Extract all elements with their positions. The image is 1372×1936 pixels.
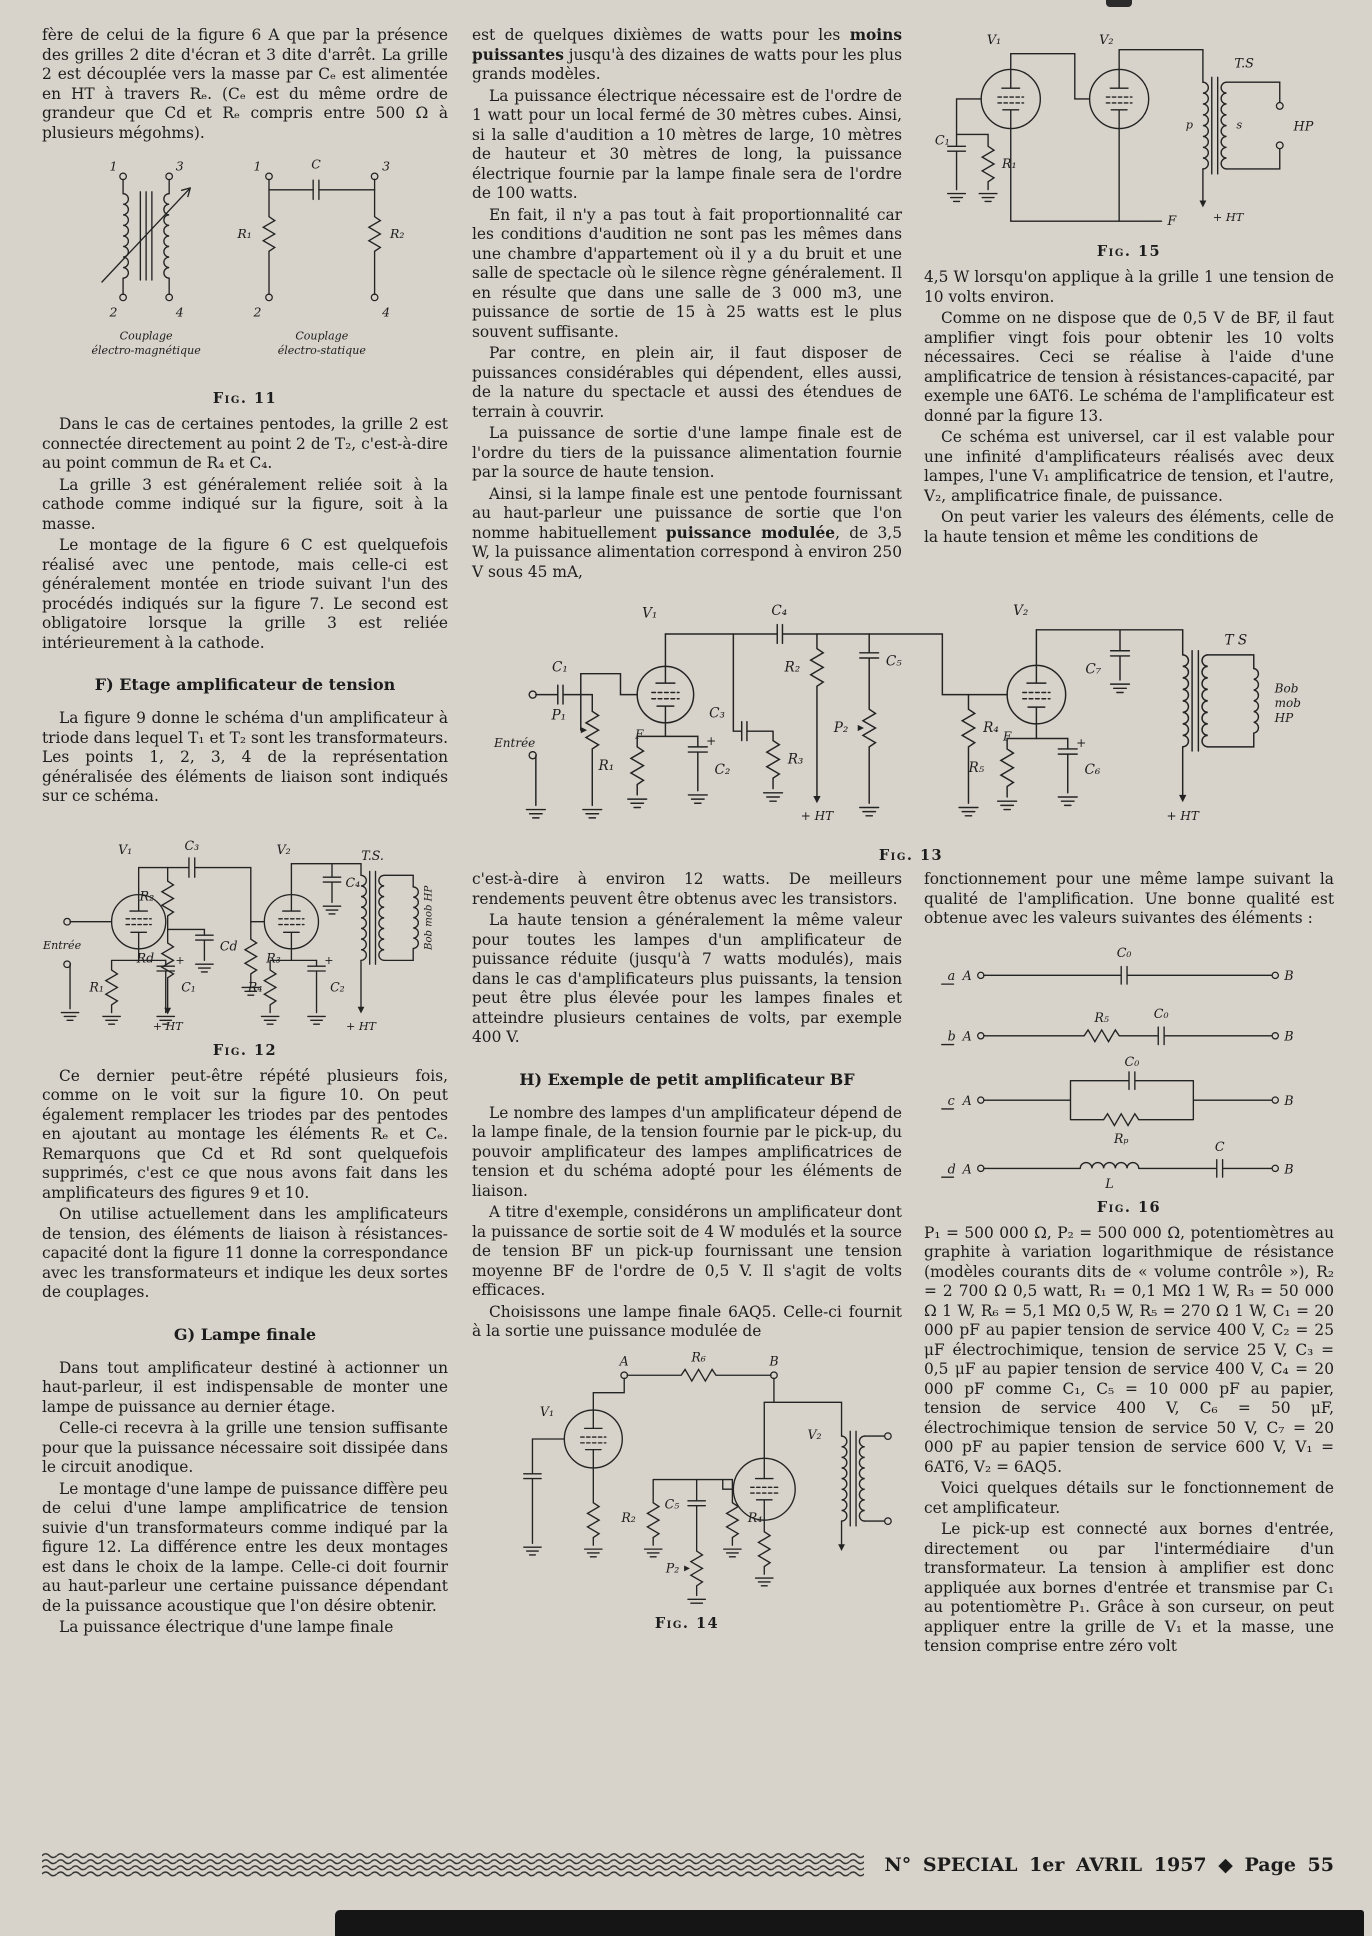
paragraph: fonctionnement pour une même lampe suivant la qualité de l'amplification. Une bonne qualité est obtenue avec les valeurs suivantes des éléments : [924,870,1334,927]
ht-supply-label: + HT [1166,809,1199,823]
polarity-plus: + [324,953,334,967]
paragraph: Le pick-up est connecté aux bornes d'entrée, directement ou par l'intermédiaire d'un transformateur. La tension à amplifier est donc appliquée aux bornes d'entrée et transmise par C₁ au potentiomètre P₁. Grâce à son curseur, on peut appliquer entre la grille de V₁ et la masse, une tension comprise entre zéro volt [924,1520,1334,1655]
row-a-capacitor-coupling [942,944,1294,983]
scan-edge-bar [335,1910,1364,1936]
primary-winding-label: p [1185,117,1194,132]
voice-coil-label-1: Bob [1274,681,1299,696]
page-footer [42,1852,1334,1878]
potentiometer-p2-label: P₂ [833,720,849,737]
page-content [42,26,1334,1659]
column-3-top [924,26,1334,584]
paragraph: La grille 3 est généralement reliée soit à la cathode comme indiqué sur la figure, soit à la masse. [42,475,448,533]
potentiometer-p1-label: P₁ [551,707,567,724]
resistor-r5-label: R₅ [968,759,985,776]
figure-caption: Fig. 14 [654,1614,720,1632]
resistor-r1-label: R₁ [237,225,252,241]
resistor-r4-label: R₄ [983,720,999,737]
top-row [472,26,1334,584]
transformer-ts-label: T S [1224,632,1248,649]
text-run: jusqu'à des dizaines de watts pour les plus grands modèles. [472,45,902,83]
resistor-r4-label: R₄ [747,1509,763,1525]
right-region [472,26,1334,1659]
tube-v2-label: V₂ [276,841,291,857]
resistor-r2-label: R₂ [621,1509,636,1525]
terminal-a-label: A [962,967,972,983]
tone-capacitor-c4 [291,863,361,913]
output-transformer [1119,50,1254,224]
column-2-top [472,26,902,584]
supply-rail-r6 [619,1349,779,1380]
ht-supply-label: + HT [800,809,834,823]
tube-v1 [540,1378,624,1557]
capacitor-c0-label: C₀ [1153,1005,1169,1021]
row-b-rc-series-coupling [942,1006,1294,1044]
voice-coil-label-3: HP [1274,710,1294,725]
coupling-path-c4 [665,625,1007,695]
paragraph: On peut varier les valeurs des éléments, celle de la haute tension et même les conditions de [924,508,1334,546]
column-2-bottom [472,870,902,1659]
column-1 [42,26,448,1659]
row-d-label: d [947,1160,956,1176]
paragraph: Dans tout amplificateur destiné à actionner un haut-parleur, il est indispensable de monter une lampe de puissance au dernier étage. [42,1358,448,1416]
paragraph: Le montage d'une lampe de puissance diffère peu de celui d'une lampe amplificatrice de tension suivie d'un transformateurs comme indiqué par la figure 12. La différence entre les deux montages est dans le choix de la lampe. Celle-ci doit fournir au haut-parleur une certaine puissance dépendant de la puissance acoustique que l'on désire obtenir. [42,1479,448,1615]
capacitor-c7-label: C₇ [1085,661,1102,678]
resistor-r2-label: R₂ [139,887,155,903]
filament-f-label: F [1002,729,1012,744]
paragraph: Le montage de la figure 6 C est quelquefois réalisé avec une pentode, mais celle-ci est généralement montée en triode suivant l'un des procédés indiqués sur la figure 7. Le second est obligatoire lorsque la grille 3 est reliée intérieurement à la cathode. [42,536,448,652]
tube-v2-label: V₂ [807,1426,822,1442]
tube-v1-label: V₁ [118,841,133,857]
figure-16-schematic [934,941,1324,1193]
paragraph: Comme on ne dispose que de 0,5 V de BF, il faut amplifier vingt fois pour obtenir les 10 volts nécessaires. Ceci se réalise à l'aide d'une amplificatrice de tension à résistances-capacité, par exemple une 6AT6. Le schéma de l'amplificateur est donné par la figure 13. [924,309,1334,425]
terminal-b-label: B [1284,1092,1294,1108]
terminal-a-label: A [962,1028,972,1044]
row-b-label: b [947,1028,956,1044]
paragraph [472,26,902,85]
output-transformer [1167,632,1248,823]
anode-load-chain [136,867,185,1032]
figure-12 [42,819,448,1059]
transformer-ts-label: T.S [1234,56,1254,72]
figure-caption: Fig. 13 [878,847,944,864]
input-capacitor [524,1439,565,1555]
tube-v2-label: V₂ [1099,32,1114,48]
polarity-plus: + [1076,735,1087,750]
tube-v1-label: V₁ [986,32,1002,48]
capacitor-c1-label: C₁ [181,978,196,994]
filament-f-label: F [635,727,644,742]
column-3-bottom [924,870,1334,1659]
tube-v2 [1090,33,1149,221]
terminal-4-label: 4 [382,304,391,320]
capacitor-c1-label: C₁ [934,133,950,149]
input-section [42,918,112,1020]
figure-caption: Fig. 15 [1096,243,1162,260]
tube-v2 [1002,603,1066,743]
speaker-hp-label: HP [1293,119,1314,135]
footer-issue-info: N° SPECIAL 1er AVRIL 1957 ◆ Page 55 [884,1854,1334,1876]
tube-v1 [634,605,694,741]
figure-15-schematic [927,28,1331,237]
terminal-b-label: B [1284,967,1294,983]
tone-capacitor-c7 [1036,630,1182,693]
emphasized-text: puissance modulée [665,523,836,542]
input-label: Entrée [42,938,82,952]
capacitor-c3-label: C₃ [184,837,200,853]
grid-resistor-r4 [959,695,999,816]
input-label: Entrée [494,735,536,750]
terminal-3-label: 3 [382,158,391,174]
polarity-plus: + [706,733,717,748]
ht-supply-label: + HT [152,1019,183,1033]
resistor-r2-label: R₂ [784,659,801,676]
capacitor-c5-label: C₅ [885,653,902,670]
ht-supply-label: + HT [1212,210,1244,225]
figure-11 [42,155,448,407]
terminal-b-label: B [769,1353,779,1369]
tube-v1-label: V₁ [539,1403,554,1419]
scan-artifact [1106,0,1132,7]
paragraph: Choisissons une lampe finale 6AQ5. Celle-ci fournit à la sortie une puissance modulée de [472,1302,902,1340]
resistor-r5-label: R₅ [1094,1009,1110,1025]
terminal-2-label: 2 [253,304,262,320]
interstage-network [620,1479,762,1603]
text-run: Ainsi, si la lampe finale est une pentode fournissant au haut-parleur une puissance de sortie que l'on nomme habituellement [472,484,902,542]
paragraph: En fait, il n'y a pas tout à fait proportionnalité car les conditions d'audition ne sont pas les mêmes dans une chambre d'appartement où il y a du bruit et une salle de spectacle où le silence règne généralement. Il en résulte que dans une salle de 3 000 m3, une puissance de sortie de 15 à 25 watts est le plus souvent suffisante. [472,205,902,341]
terminal-4-label: 4 [175,304,184,320]
coupling-right-caption-2: électro-statique [277,343,366,357]
figure-caption: Fig. 11 [212,390,278,407]
terminal-b-label: B [1284,1028,1294,1044]
inductor-l-label: L [1105,1175,1114,1191]
anode-load-r2 [784,634,835,823]
resistor-rd-label: Rd [136,949,155,965]
capacitor-c0-label: C₀ [1124,1053,1140,1069]
figure-15 [924,28,1334,260]
transformer-ts-label: T.S. [361,847,384,863]
row-a-label: a [947,967,956,983]
bottom-row [472,870,1334,1659]
figure-caption: Fig. 16 [1096,1198,1162,1216]
paragraph: A titre d'exemple, considérons un amplificateur dont la puissance de sortie soit de 4 W modulés et la source de tension BF un pick-up fournissant une tension moyenne BF de l'ordre de 0,5 V. Il s'agit de volts efficaces. [472,1203,902,1299]
paragraph: P₁ = 500 000 Ω, P₂ = 500 000 Ω, potentiomètres au graphite à variation logarithmique de résistance (modèles courants dits de « volume contrôle »), R₂ = 2 700 Ω 0,5 watt, R₁ = 0,1 MΩ 1 W, R₃ = 50 000 Ω 1 W, R₆ = 5,1 MΩ 0,5 W, R₅ = 270 Ω 1 W, C₁ = 20 000 pF au papier tension de service 400 V, C₂ = 25 μF électrochimique, tension de service 25 V, C₃ = 0,5 μF au papier tension de service 400 V, C₄ = 20 000 pF comme C₁, C₅ = 10 000 pF au papier, tension de service 400 V, C₆ = 50 μF, électrochimique tension de service 50 V, C₇ = 20 000 pF au papier tension de service 600 V, V₁ = 6AT6, V₂ = 6AQ5. [924,1223,1334,1476]
tube-v2 [733,1378,841,1586]
paragraph: La puissance électrique nécessaire est de l'ordre de 1 watt pour un local fermé de 30 mètres cubes. Ainsi, si la salle d'audition a 10 mètres de large, 10 mètres de hauteur et 30 mètres de long, la puissance électrique fournie par la lampe finale sera de l'ordre de 100 watts. [472,86,902,202]
figure-14-schematic [479,1349,895,1609]
capacitor-c-label: C [311,156,321,172]
figure-caption: Fig. 12 [212,1041,278,1059]
paragraph: Voici quelques détails sur le fonctionnement de cet amplificateur. [924,1479,1334,1517]
v1-cathode-network [598,734,731,808]
input-section [493,660,592,818]
figure-14 [472,1349,902,1632]
row-c-parallel-rc-coupling [942,1054,1294,1146]
coupling-left-caption-2: électro-magnétique [91,343,201,357]
electrostatic-coupling-diagram [236,157,404,357]
coupling-capacitor-c3 [139,857,265,921]
section-heading-f: F) Etage amplificateur de tension [94,675,396,694]
paragraph: c'est-à-dire à environ 12 watts. De meilleurs rendements peuvent être obtenus avec les transistors. [472,870,902,908]
capacitor-c1-label: C₁ [551,659,568,676]
terminal-2-label: 2 [109,304,118,320]
paragraph: On utilise actuellement dans les amplificateurs de tension, des éléments de liaison à résistances-capacité dont la figure 11 donne la correspondance avec les transformateurs et indique les deux sortes de couplages. [42,1205,448,1301]
paragraph: La haute tension a généralement la même valeur pour toutes les lampes d'un amplificateur de puissance réduite (jusqu'à 7 watts modulés), mais dans le cas d'amplificateurs plus puissants, la tension peut être plus élevée pour les lampes finales et atteindre plusieurs centaines de volts, par exemple 400 V. [472,911,902,1046]
figure-13 [488,590,1334,864]
paragraph: 4,5 W lorsqu'on applique à la grille 1 une tension de 10 volts environ. [924,268,1334,306]
resistor-r1-label: R₁ [1001,156,1017,172]
paragraph: Ce schéma est universel, car il est valable pour une infinité d'amplificateurs réalisés avec deux lampes, l'une V₁ amplificatrice de tension, et l'autre, V₂, amplificatrice finale, de puissance. [924,428,1334,505]
figure-12-schematic [42,819,448,1036]
potentiometer-p2-label: P₂ [665,1559,680,1575]
section-heading-h: H) Exemple de petit amplificateur BF [519,1069,855,1089]
figure-16 [924,941,1334,1216]
coupling-left-caption: Couplage [119,329,173,343]
capacitor-c2-label: C₂ [714,762,731,779]
coupling-right-caption: Couplage [295,329,349,343]
resistor-r1-label: R₁ [89,978,104,994]
filament-f-label: F [1167,214,1177,230]
tube-v1 [112,842,166,960]
row-d-lc-coupling [942,1138,1294,1190]
capacitor-c-label: C [1214,1138,1225,1154]
tube-v2-label: V₂ [1013,603,1029,620]
capacitor-cd-label: Cd [219,938,238,954]
section-heading-g: G) Lampe finale [173,1324,317,1344]
resistor-r3-label: R₃ [787,751,804,768]
paragraph: Ce dernier peut-être répété plusieurs fois, comme on le voit sur la figure 10. On peut également remplacer les triodes par des pentodes en ajoutant au montage les éléments Rₑ et Cₑ. Remarquons que Cd et Rd sont quelquefois supprimés, c'est ce que nous avons fait dans les amplificateurs des figures 9 et 10. [42,1066,448,1202]
terminal-a-label: A [962,1092,972,1108]
terminal-3-label: 3 [175,158,184,174]
capacitor-c3-label: C₃ [709,705,725,722]
voice-coil-label-2: mob [1274,696,1301,711]
ht-supply-label: + HT [346,1019,376,1033]
resistor-r1-label: R₁ [598,757,615,774]
resistor-r3-label: R₃ [266,949,281,965]
secondary-winding-label: s [1236,117,1243,132]
capacitor-c0-label: C₀ [1116,944,1132,960]
polarity-plus: + [175,953,185,967]
input-network [935,99,1017,201]
capacitor-c4-label: C₄ [345,874,361,890]
footer-waves [42,1852,864,1878]
figure-11-schematic [77,155,413,384]
tone-control-c5-p2 [833,634,903,816]
terminal-a-label: A [962,1160,972,1176]
paragraph: Le nombre des lampes d'un amplificateur dépend de la lampe finale, de la tension fournie par le pick-up, du pouvoir amplificateur des lampes amplificatrices de tension et du schéma adopté pour les éléments de liaison. [472,1103,902,1200]
terminal-1-label: 1 [253,158,262,174]
resistor-r4-label: R₄ [247,978,263,994]
paragraph: Par contre, en plein air, il faut disposer de puissances considérables qui dépendent, elles aussi, de la nature du spectacle et aussi des étendues de terrain à couvrir. [472,344,902,421]
row-c-label: c [947,1092,955,1108]
tube-v2 [264,842,318,960]
capacitor-c2-label: C₂ [330,978,345,994]
v2-cathode-network [247,954,345,1024]
resistor-r2-label: R₂ [389,225,405,241]
paragraph: fère de celui de la figure 6 A que par la présence des grilles 2 dite d'écran et 3 dite d'arrêt. La grille 2 est découplée vers la masse par Cₑ est alimentée en HT à travers Rₑ. (Cₑ est du même ordre de grandeur que Cd et Rₑ compris entre 500 Ω à plusieurs mégohms). [42,26,448,142]
paragraph: La puissance de sortie d'une lampe finale est de l'ordre du tiers de la puissance alimentation fournie par la source de haute tension. [472,424,902,481]
capacitor-c6-label: C₆ [1084,762,1101,779]
paragraph [472,485,902,583]
interstage-wire [1011,54,1090,99]
paragraph: La puissance électrique d'une lampe finale [59,1618,394,1636]
resistor-r6-label: R₆ [691,1349,706,1365]
figure-13-schematic [493,590,1329,841]
terminal-b-label: B [1284,1160,1294,1176]
resistor-rp-label: Rₚ [1113,1130,1129,1146]
text-run: est de quelques dixièmes de watts pour les [472,26,850,44]
terminal-a-label: A [619,1353,629,1369]
paragraph: Dans le cas de certaines pentodes, la grille 2 est connectée directement au point 2 de T₂, c'est-à-dire au point commun de R₄ et C₄. [42,415,448,472]
terminal-1-label: 1 [109,158,118,174]
v2-cathode-network [967,736,1100,810]
capacitor-c5-label: C₅ [664,1496,680,1512]
output-transformer [838,1431,891,1551]
tube-v1-label: V₁ [642,605,658,622]
text-run: , de 3,5 W, la puissance alimentation correspond à environ 250 V sous 45 mA, [472,523,902,581]
emphasized-text: moins puissantes [472,26,902,64]
paragraph: Celle-ci recevra à la grille une tension suffisante pour que la puissance nécessaire soit dissipée dans le circuit anodique. [42,1419,448,1476]
speaker-voice-coil [1208,655,1301,747]
voice-coil-label: Bob mob HP [423,885,435,950]
capacitor-c4-label: C₄ [771,603,788,620]
speaker-voice-coil [384,875,434,960]
electromagnetic-coupling-diagram [92,159,202,357]
paragraph: La figure 9 donne le schéma d'un amplificateur à triode dans lequel T₁ et T₂ sont les transformateurs. Les points 1, 2, 3, 4 de la représentation généralisée des éléments de liaison sont indiqués sur ce schéma. [42,709,448,805]
